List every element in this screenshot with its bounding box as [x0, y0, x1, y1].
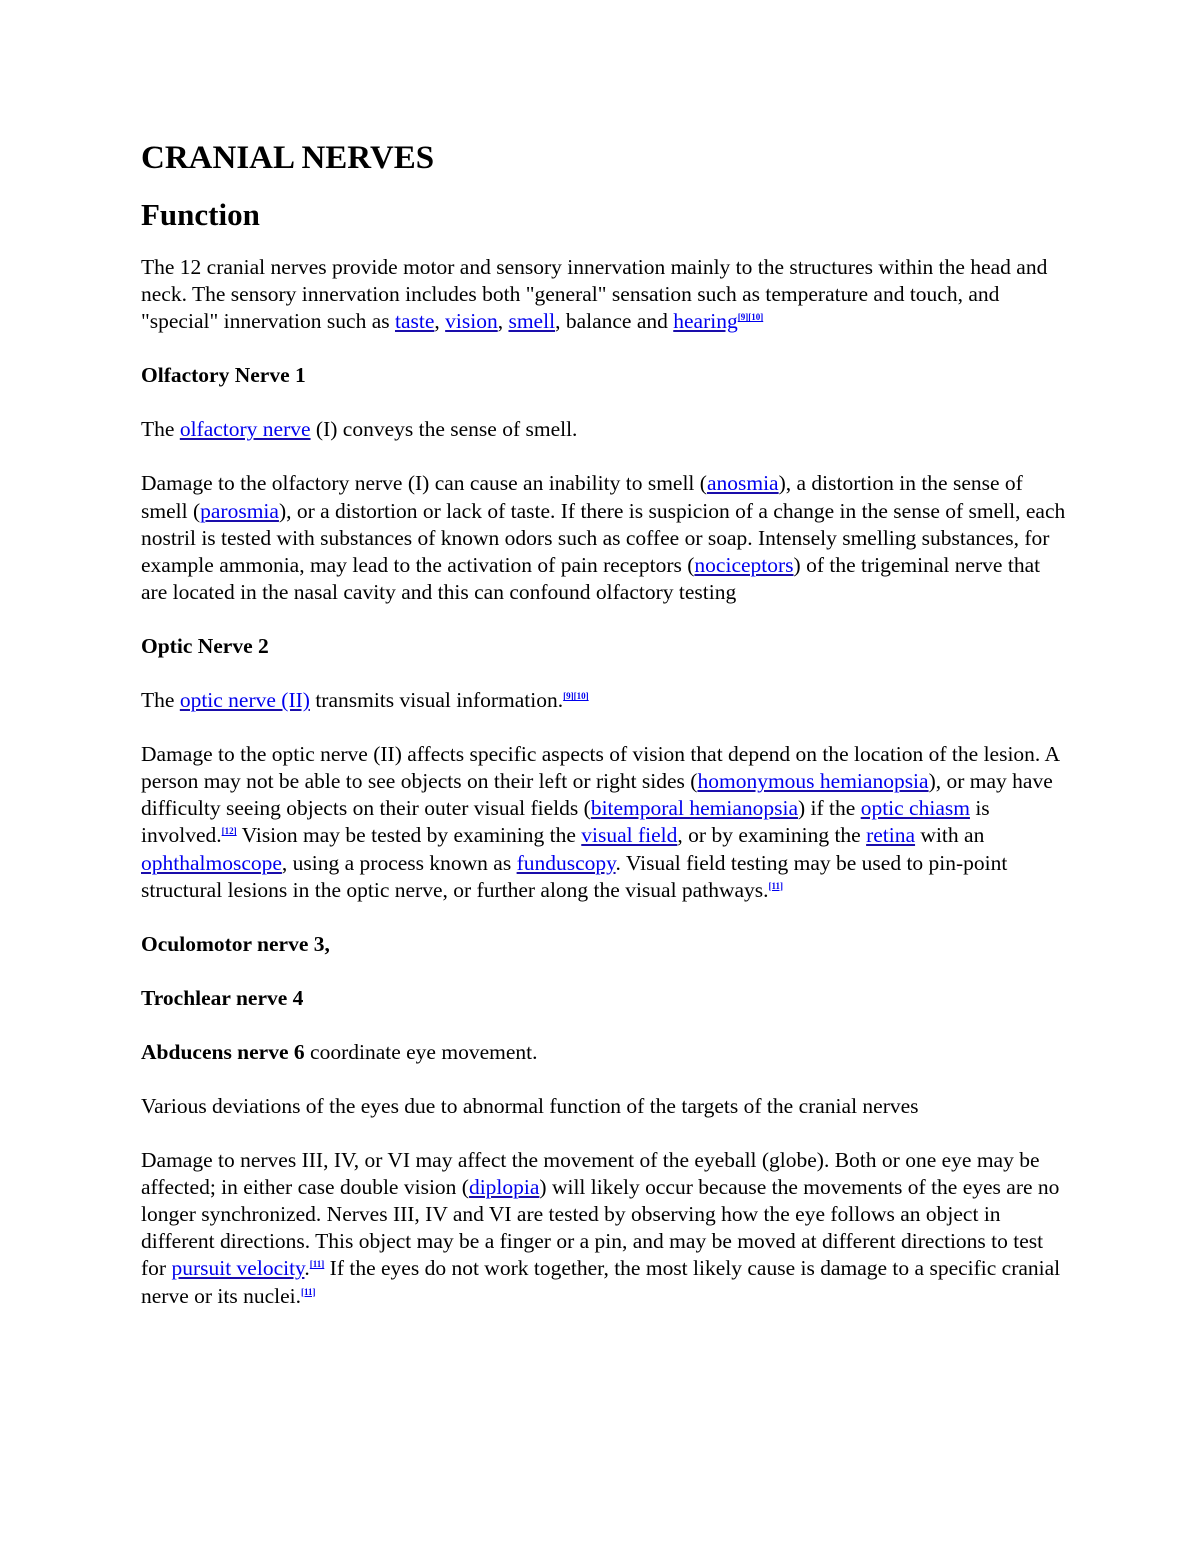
abducens-paragraph: Abducens nerve 6 coordinate eye movement. [141, 1039, 538, 1064]
optic-heading: Optic Nerve 2 [141, 633, 269, 658]
citation-11[interactable]: [11] [768, 880, 784, 891]
abducens-heading: Abducens nerve 6 [141, 1039, 305, 1064]
link-pursuit-velocity[interactable]: pursuit velocity [171, 1256, 305, 1281]
intro-paragraph: The 12 cranial nerves provide motor and sensory innervation mainly to the structures within the head and neck. The sensory innervation includes both "general" sensation such as temperature and touch, and "special" innervation such as taste, vision, smell, balance and hearing[9][10] [141, 255, 1048, 334]
link-visual-field[interactable]: visual field [581, 823, 678, 848]
link-diplopia[interactable]: diplopia [468, 1175, 540, 1200]
eye-damage-paragraph: Damage to nerves III, IV, or VI may affect the movement of the eyeball (globe). Both or one eye may be affected; in either case double vision (diplopia) will likely occur because the movements of the eyes are no longer synchronized. Nerves III, IV and VI are tested by observing how the eye follows an object in different directions. This object may be a finger or a pin, and may be moved at different directions to test for pursuit velocity.[11] If the eyes do not work together, the most likely cause is damage to a specific cranial nerve or its nuclei.[11] [141, 1148, 1061, 1308]
olfactory-heading: Olfactory Nerve 1 [141, 363, 306, 388]
link-parosmia[interactable]: parosmia [200, 498, 279, 523]
optic-paragraph-1: The optic nerve (II) transmits visual information.[9][10] [141, 688, 589, 713]
link-optic-chiasm[interactable]: optic chiasm [860, 796, 970, 821]
citation-9-10[interactable]: [9][10] [737, 312, 764, 323]
link-bitemporal-hemianopsia[interactable]: bitemporal hemianopsia [590, 796, 798, 821]
link-homonymous-hemianopsia[interactable]: homonymous hemianopsia [697, 769, 929, 794]
document-page [141, 138, 1066, 1337]
citation-11[interactable]: [11] [309, 1259, 325, 1270]
citation-12[interactable]: [12] [221, 826, 237, 837]
link-vision[interactable]: vision [445, 309, 498, 334]
olfactory-paragraph-1: The olfactory nerve (I) conveys the sense of smell. [141, 417, 578, 442]
link-olfactory-nerve[interactable]: olfactory nerve [179, 417, 311, 442]
link-ophthalmoscope[interactable]: ophthalmoscope [141, 850, 282, 875]
olfactory-paragraph-2: Damage to the olfactory nerve (I) can cause an inability to smell (anosmia), a distortion in the sense of smell (parosmia), or a distortion or lack of taste. If there is suspicion of a change in the sense of smell, each nostril is tested with substances of known odors such as coffee or soap. Intensely smelling substances, for example ammonia, may lead to the activation of pain receptors (nociceptors) of the trigeminal nerve that are located in the nasal cavity and this can confound olfactory testing [141, 471, 1066, 604]
link-smell[interactable]: smell [508, 309, 556, 334]
citation-9-10[interactable]: [9][10] [563, 691, 589, 702]
link-hearing[interactable]: hearing [673, 309, 738, 334]
link-taste[interactable]: taste [394, 309, 435, 334]
citation-11[interactable]: [11] [301, 1286, 316, 1297]
oculomotor-heading: Oculomotor nerve 3, [141, 931, 330, 956]
section-heading: Function [141, 197, 260, 232]
optic-paragraph-2: Damage to the optic nerve (II) affects specific aspects of vision that depend on the location of the lesion. A person may not be able to see objects on their left or right sides (homonymous hemianopsia), or may have difficulty seeing objects on their outer visual fields (bitemporal hemianopsia) if the optic chiasm is involved.[12] Vision may be tested by examining the visual field, or by examining the retina with an ophthalmoscope, using a process known as funduscopy. Visual field testing may be used to pin-point structural lesions in the optic nerve, or further along the visual pathways.[11] [141, 742, 1059, 902]
link-retina[interactable]: retina [866, 823, 916, 848]
link-nociceptors[interactable]: nociceptors [694, 552, 794, 577]
link-funduscopy[interactable]: funduscopy [516, 850, 616, 875]
link-anosmia[interactable]: anosmia [706, 471, 779, 496]
trochlear-heading: Trochlear nerve 4 [141, 985, 304, 1010]
link-optic-nerve[interactable]: optic nerve (II) [179, 688, 310, 713]
document-title: CRANIAL NERVES [141, 140, 435, 176]
eye-deviations-paragraph: Various deviations of the eyes due to abnormal function of the targets of the cranial nerves [141, 1093, 919, 1118]
